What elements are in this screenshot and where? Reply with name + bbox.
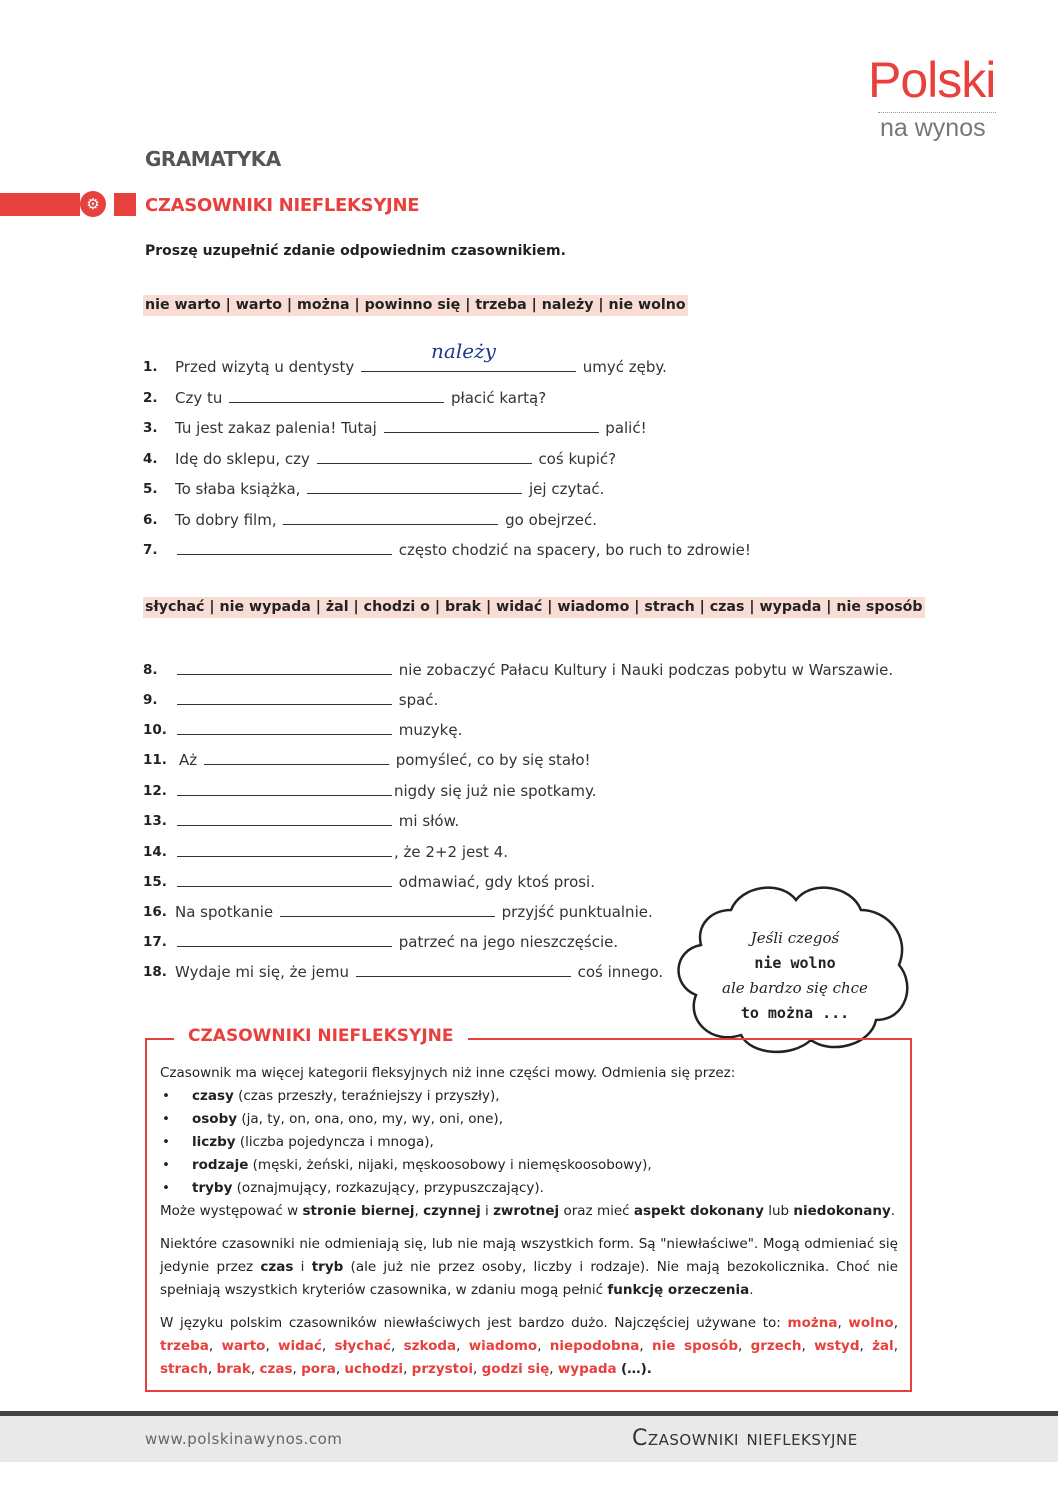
impersonal-verb: pora (301, 1361, 336, 1377)
sentence-end: umyć zęby. (582, 358, 667, 376)
impersonal-verb: niepodobna (549, 1338, 640, 1354)
sentence-end: coś innego. (577, 963, 664, 981)
info-bullet: • tryby (oznajmujący, rozkazujący, przypuszczający). (160, 1177, 898, 1200)
exercise-number: 2. (143, 390, 158, 406)
info-paragraph-3: W języku polskim czasowników niewłaściwych jest bardzo dużo. Najczęściej używane to: można, wolno, trzeba, warto, widać, słychać, szkoda, wiadomo, niepodobna, nie sposób, grzech, wstyd, żal, strach, brak, czas, pora, uchodzi, przystoi, godzi się, wypada (…). (160, 1315, 898, 1377)
impersonal-verb: brak (216, 1361, 251, 1377)
info-bullet: • czasy (czas przeszły, teraźniejszy i przyszły), (160, 1085, 898, 1108)
answer-blank[interactable] (177, 842, 392, 857)
ellipsis: (…). (620, 1361, 652, 1377)
answer-blank[interactable] (204, 750, 389, 765)
sentence-end: palić! (605, 419, 647, 437)
impersonal-verb: godzi się (481, 1361, 550, 1377)
exercise-number: 17. (143, 934, 167, 950)
exercise-number: 6. (143, 512, 158, 528)
info-bullet: • osoby (ja, ty, on, ona, ono, my, wy, oni, one), (160, 1108, 898, 1131)
exercise-number: 12. (143, 783, 167, 799)
exercise-sentence (175, 962, 663, 981)
logo-subtitle: na wynos (880, 114, 986, 142)
sentence-start: Aż (179, 751, 198, 769)
exercise-number: 3. (143, 420, 158, 436)
impersonal-verb: wiadomo (468, 1338, 538, 1354)
gears-icon: ⚙ (80, 191, 106, 217)
sentence-start: To słaba książka, (175, 480, 301, 498)
footer-title: Czasowniki niefleksyjne (632, 1426, 858, 1451)
sentence-end: go obejrzeć. (505, 511, 598, 529)
info-box-text (160, 1062, 898, 1381)
logo-divider (878, 112, 996, 113)
exercise-sentence (179, 750, 591, 769)
answer-blank[interactable] (177, 540, 392, 555)
info-bullets (160, 1085, 898, 1200)
footer-url: www.polskinawynos.com (145, 1430, 343, 1448)
exercise-number: 16. (143, 904, 167, 920)
sentence-end: często chodzić na spacery, bo ruch to zdrowie! (398, 541, 751, 559)
sentence-end: muzykę. (398, 721, 463, 739)
exercise-number: 10. (143, 722, 167, 738)
exercise-sentence (175, 660, 893, 679)
sentence-start: Tu jest zakaz palenia! Tutaj (175, 419, 377, 437)
sentence-end: pomyśleć, co by się stało! (395, 751, 591, 769)
impersonal-verb: słychać (334, 1338, 392, 1354)
impersonal-verb: przystoi (411, 1361, 474, 1377)
exercise-sentence (175, 339, 667, 376)
impersonal-verb: warto (221, 1338, 266, 1354)
exercise-number: 18. (143, 964, 167, 980)
exercise-sentence (175, 479, 604, 498)
exercise-sentence (175, 720, 462, 739)
logo-brand-text: Polski (868, 52, 996, 108)
exercise-number: 1. (143, 359, 158, 375)
title-bar-right (114, 193, 136, 216)
sentence-end: , że 2+2 jest 4. (394, 843, 509, 861)
exercise-number: 5. (143, 481, 158, 497)
exercise-sentence (175, 872, 595, 891)
cloud-text (690, 926, 900, 1026)
exercise-sentence (175, 811, 459, 830)
exercise-sentence (175, 540, 751, 559)
impersonal-verb: widać (278, 1338, 322, 1354)
info-bullet: • rodzaje (męski, żeński, nijaki, męskoosobowy i niemęskoosobowy), (160, 1154, 898, 1177)
exercise-sentence (175, 932, 618, 951)
word-bank-1: nie warto | warto | można | powinno się | trzeba | należy | nie wolno (143, 295, 688, 316)
answer-blank[interactable] (384, 418, 599, 433)
sentence-end: coś kupić? (538, 450, 617, 468)
exercise-number: 7. (143, 542, 158, 558)
impersonal-verb: czas (259, 1361, 293, 1377)
answer-blank[interactable] (229, 388, 444, 403)
sentence-end: jej czytać. (529, 480, 605, 498)
title-bar-left (0, 193, 80, 216)
answer-blank[interactable] (356, 962, 571, 977)
answer-blank[interactable] (177, 781, 392, 796)
sentence-start: To dobry film, (175, 511, 277, 529)
exercise-number: 13. (143, 813, 167, 829)
sentence-start: Na spotkanie (175, 903, 274, 921)
sentence-end: nie zobaczyć Pałacu Kultury i Nauki podczas pobytu w Warszawie. (398, 661, 894, 679)
exercise-number: 11. (143, 752, 167, 768)
exercise-number: 8. (143, 662, 158, 678)
cloud-line-3: ale bardzo się chce (722, 979, 868, 997)
cloud-line-4: to można ... (740, 1004, 850, 1022)
word-bank-2: słychać | nie wypada | żal | chodzi o | brak | widać | wiadomo | strach | czas | wypada | nie sposób (143, 597, 925, 618)
answer-blank[interactable] (283, 510, 498, 525)
impersonal-verb: wypada (557, 1361, 617, 1377)
exercise-number: 15. (143, 874, 167, 890)
cloud-line-2: nie wolno (754, 954, 836, 972)
answer-blank[interactable] (307, 479, 522, 494)
exercise-number: 9. (143, 692, 158, 708)
sentence-end: przyjść punktualnie. (501, 903, 653, 921)
impersonal-verb: żal (872, 1338, 894, 1354)
impersonal-verb: wstyd (814, 1338, 860, 1354)
answer-blank[interactable] (177, 690, 392, 705)
info-paragraph-2: Niektóre czasowniki nie odmieniają się, lub nie mają wszystkich form. Są "niewłaściwe". Mogą odmieniać się jedynie przez czas i tryb (ale już nie przez osoby, liczby i rodzaje). Nie mają bezokolicznika. Choć nie spełniają wszystkich kryteriów czasownika, w zdaniu mogą pełnić funkcję orzeczenia. (160, 1236, 898, 1298)
impersonal-verb: nie sposób (651, 1338, 738, 1354)
sentence-start: Wydaje mi się, że jemu (175, 963, 350, 981)
sentence-end: nigdy się już nie spotkamy. (394, 782, 597, 800)
exercise-sentence (175, 388, 546, 407)
answer-blank[interactable] (177, 932, 392, 947)
exercise-sentence (175, 449, 616, 468)
answer-blank[interactable] (361, 339, 576, 372)
impersonal-verb: grzech (750, 1338, 802, 1354)
sentence-start: Idę do sklepu, czy (175, 450, 310, 468)
info-paragraph-1: Może występować w stronie biernej, czynnej i zwrotnej oraz mieć aspekt dokonany lub niedokonany. (160, 1203, 896, 1219)
answer-blank[interactable] (280, 902, 495, 917)
impersonal-verb: trzeba (160, 1338, 209, 1354)
sentence-end: spać. (398, 691, 439, 709)
exercise-sentence (175, 418, 647, 437)
section-heading: GRAMATYKA (145, 147, 281, 171)
impersonal-verb: wolno (848, 1315, 894, 1331)
impersonal-verb: można (787, 1315, 838, 1331)
exercise-number: 4. (143, 451, 158, 467)
impersonal-verb: strach (160, 1361, 208, 1377)
logo-brand (868, 52, 996, 108)
sentence-end: mi słów. (398, 812, 460, 830)
sentence-end: odmawiać, gdy ktoś prosi. (398, 873, 595, 891)
answer-blank[interactable] (177, 811, 392, 826)
sentence-start: Przed wizytą u dentysty (175, 358, 355, 376)
cloud-line-1: Jeśli czegoś (750, 929, 840, 947)
exercise-number: 14. (143, 844, 167, 860)
handwritten-answer: należy (431, 339, 496, 363)
info-bullet: • liczby (liczba pojedyncza i mnoga), (160, 1131, 898, 1154)
instruction: Proszę uzupełnić zdanie odpowiednim czasownikiem. (145, 243, 566, 259)
answer-blank[interactable] (177, 872, 392, 887)
impersonal-verb: szkoda (403, 1338, 457, 1354)
exercise-sentence (175, 842, 508, 861)
answer-blank[interactable] (177, 720, 392, 735)
exercise-sentence (175, 510, 597, 529)
sentence-start: Czy tu (175, 389, 223, 407)
exercise-sentence (175, 781, 596, 800)
info-intro: Czasownik ma więcej kategorii fleksyjnych niż inne części mowy. Odmienia się przez: (160, 1065, 736, 1081)
page-title: CZASOWNIKI NIEFLEKSYJNE (145, 195, 420, 216)
answer-blank[interactable] (177, 660, 392, 675)
exercise-sentence (175, 902, 653, 921)
answer-blank[interactable] (317, 449, 532, 464)
exercise-sentence (175, 690, 438, 709)
sentence-end: patrzeć na jego nieszczęście. (398, 933, 619, 951)
sentence-end: płacić kartą? (450, 389, 547, 407)
info-box-title: CZASOWNIKI NIEFLEKSYJNE (174, 1026, 468, 1046)
impersonal-verb: uchodzi (344, 1361, 404, 1377)
